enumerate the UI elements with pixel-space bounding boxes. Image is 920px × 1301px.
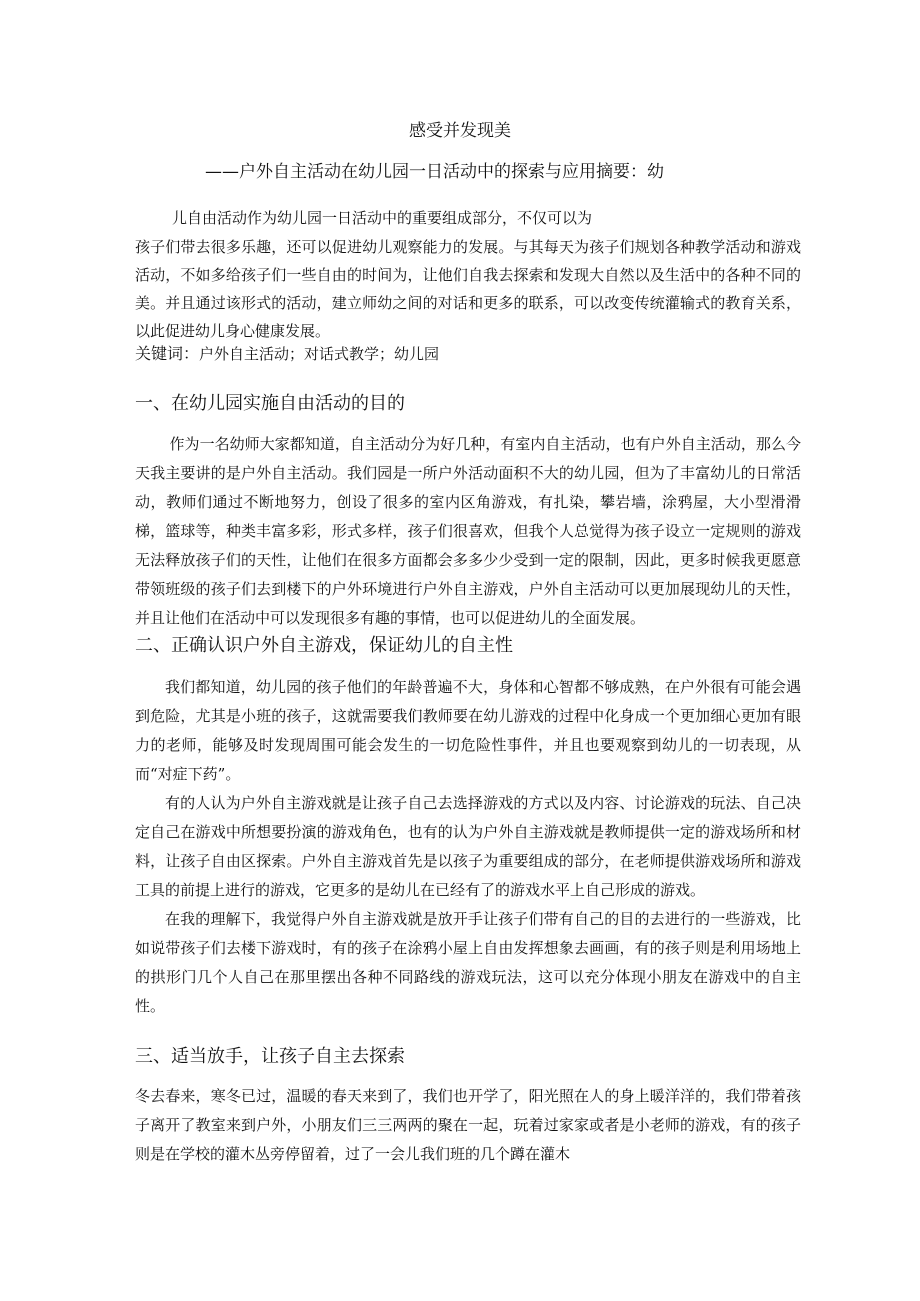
abstract-first-line: 儿自由活动作为幼儿园一日活动中的重要组成部分，不仅可以为 xyxy=(172,209,593,227)
section-2-heading: 二、正确认识户外自主游戏，保证幼儿的自主性 xyxy=(135,635,513,656)
section-3-paragraph-1: 冬去春来，寒冬已过，温暖的春天来到了，我们也开学了，阳光照在人的身上暖洋洋的，我们带着孩子离开了教室来到户外，小朋友们三三两两的聚在一起，玩着过家家或者是小老师的游戏，有的孩子则是在学校的灌木丛旁停留着，过了一会儿我们班的几个蹲在灌木 xyxy=(135,1087,801,1163)
document-title: 感受并发现美 xyxy=(409,121,511,141)
keywords-label: 关键词： xyxy=(135,344,200,363)
section-2-paragraph-3: 在我的理解下，我觉得户外自主游戏就是放开手让孩子们带有自己的目的去进行的一些游戏，比如说带孩子们去楼下游戏时，有的孩子在涂鸦小屋上自由发挥想象去画画，有的孩子则是利用场地上的拱形门几个人自己在那里摆出各种不同路线的游戏玩法，这可以充分体现小朋友在游戏中的自主性。 xyxy=(135,910,801,1015)
section-2-paragraph-1: 我们都知道，幼儿园的孩子他们的年龄普遍不大，身体和心智都不够成熟，在户外很有可能会遇到危险，尤其是小班的孩子，这就需要我们教师要在幼儿游戏的过程中化身成一个更加细心更加有眼力的老师，能够及时发现周围可能会发生的一切危险性事件，并且也要观察到幼儿的一切表现，从而“对症下药”。 xyxy=(135,678,801,783)
abstract-text: 孩子们带去很多乐趣，还可以促进幼儿观察能力的发展。与其每天为孩子们规划各种教学活动和游戏活动，不如多给孩子们一些自由的时间为，让他们自我去探索和发现大自然以及生活中的各种不同的美。并且通过该形式的活动，建立师幼之间的对话和更多的联系，可以改变传统灌输式的教育关系，以此促进幼儿身心健康发展。 xyxy=(135,238,801,340)
section-2-paragraph-2: 有的人认为户外自主游戏就是让孩子自己去选择游戏的方式以及内容、讨论游戏的玩法、自己决定自己在游戏中所想要扮演的游戏角色，也有的认为户外自主游戏就是教师提供一定的游戏场所和材料，让孩子自由区探索。户外自主游戏首先是以孩子为重要组成的部分，在老师提供游戏场所和游戏工具的前提上进行的游戏，它更多的是幼儿在已经有了的游戏水平上自己形成的游戏。 xyxy=(135,794,801,899)
section-1-heading: 一、在幼儿园实施自由活动的目的 xyxy=(135,393,405,414)
keywords-value: 户外自主活动；对话式教学；幼儿园 xyxy=(199,345,440,363)
keywords-line xyxy=(135,341,439,367)
section-3-heading: 三、适当放手，让孩子自主去探索 xyxy=(135,1046,405,1067)
section-1-paragraph-1: 作为一名幼师大家都知道，自主活动分为好几种，有室内自主活动，也有户外自主活动，那么今天我主要讲的是户外自主活动。我们园是一所户外活动面积不大的幼儿园，但为了丰富幼儿的日常活动，教师们通过不断地努力，创设了很多的室内区角游戏，有扎染，攀岩墙，涂鸦屋，大小型滑滑梯，篮球等，种类丰富多彩，形式多样，孩子们很喜欢，但我个人总觉得为孩子设立一定规则的游戏无法释放孩子们的天性，让他们在很多方面都会多多少少受到一定的限制，因此，更多时候我更愿意带领班级的孩子们去到楼下的户外环境进行户外自主游戏，户外自主活动可以更加展现幼儿的天性，并且让他们在活动中可以发现很多有趣的事情，也可以促进幼儿的全面发展。 xyxy=(135,435,801,627)
document-subtitle: ——户外自主活动在幼儿园一日活动中的探索与应用摘要：幼 xyxy=(205,162,664,182)
